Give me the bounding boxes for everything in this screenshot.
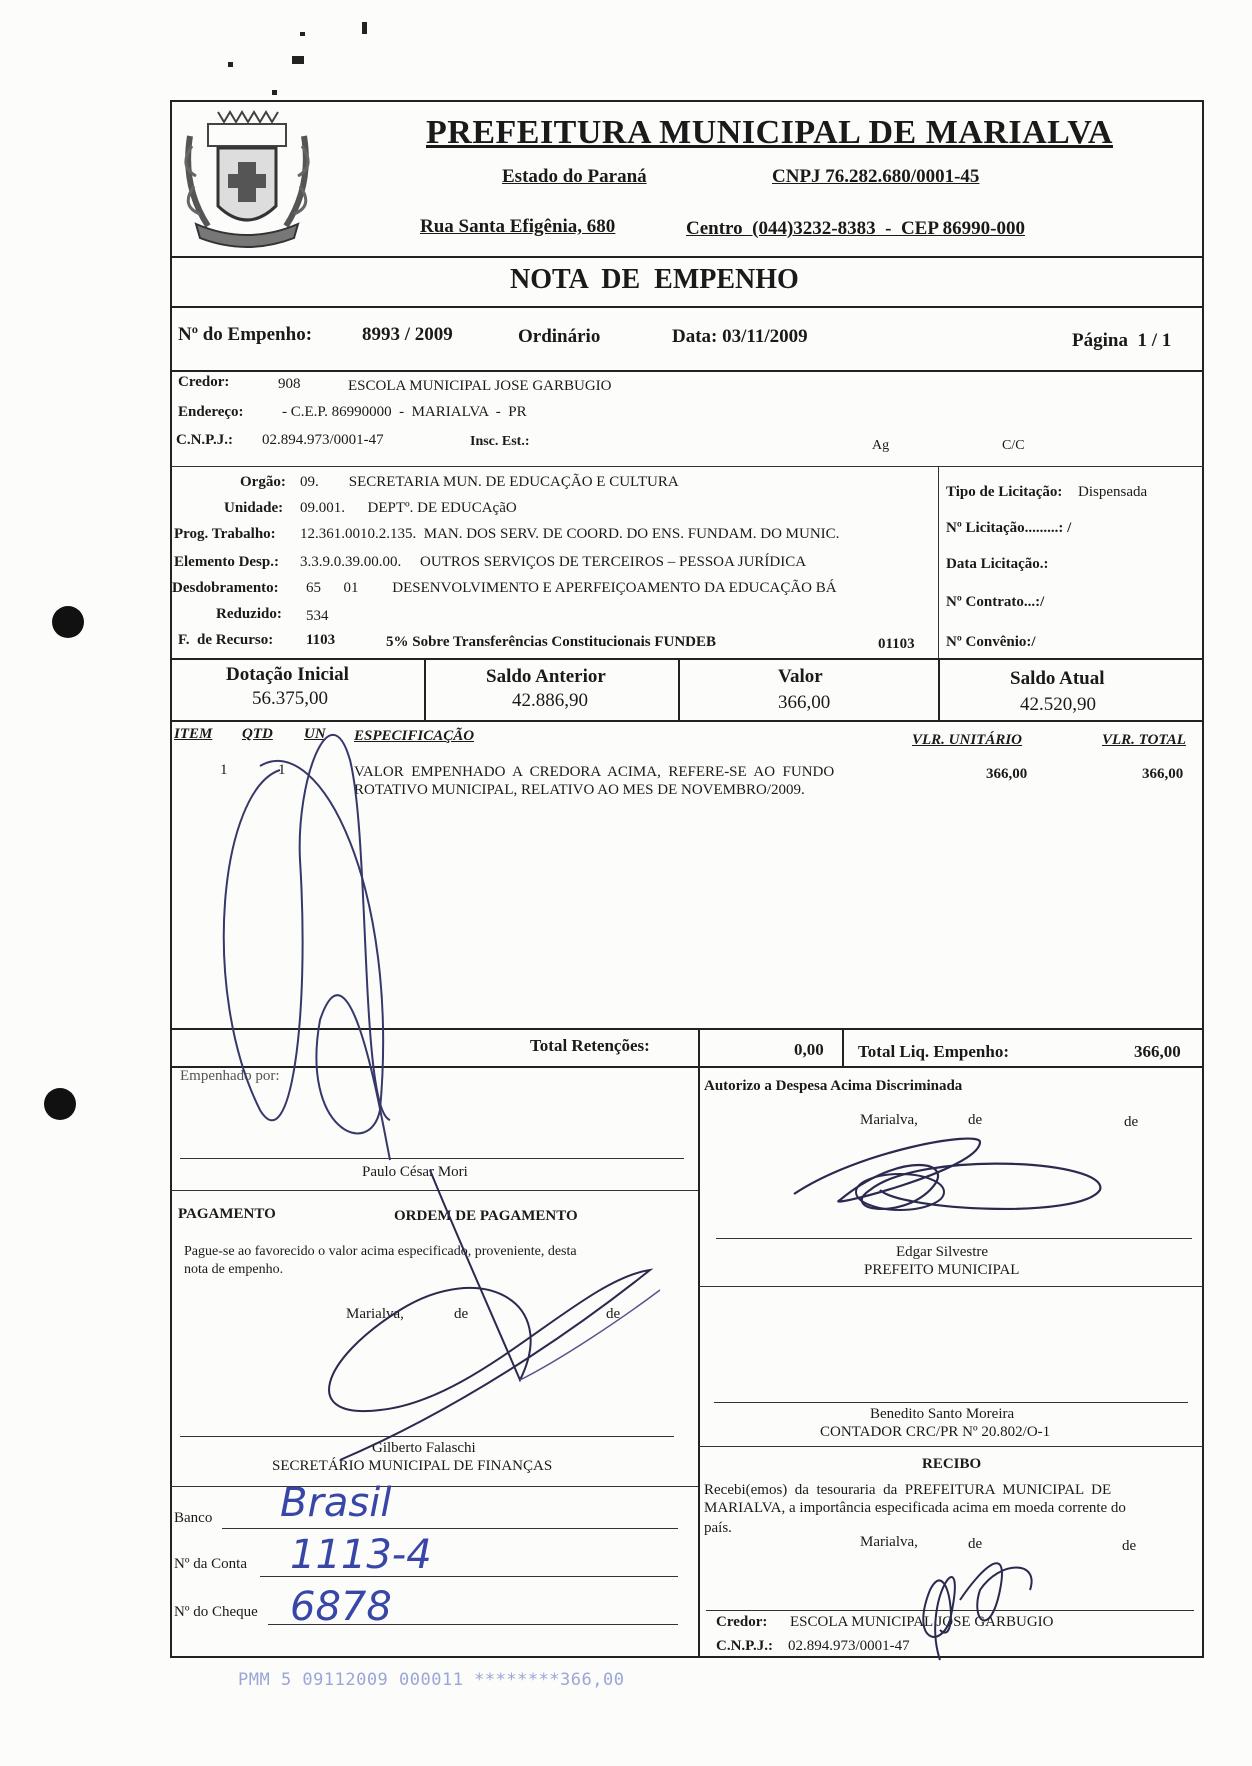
item-qtd: 1 (278, 762, 286, 778)
reduzido-value: 534 (306, 608, 329, 624)
empenho-number: 8993 / 2009 (362, 324, 453, 345)
recibo-text1: Recebi(emos) da tesouraria da PREFEITURA MUNICIPAL DE (704, 1482, 1112, 1498)
item-unit-value: 366,00 (986, 766, 1028, 782)
cheque-label: Nº do Cheque (174, 1604, 258, 1620)
scan-speck (292, 56, 304, 64)
col-un: UN (304, 726, 326, 742)
orgao-value: 09. SECRETARIA MUN. DE EDUCAÇÃO E CULTURA (300, 474, 679, 490)
liq-label: Total Liq. Empenho: (858, 1042, 1009, 1061)
prog-value: 12.361.0010.2.135. MAN. DOS SERV. DE COORD. DO ENS. FUNDAM. DO MUNIC. (300, 526, 840, 542)
header-title: PREFEITURA MUNICIPAL DE MARIALVA (426, 114, 1113, 151)
recibo-cnpj-label: C.N.P.J.: (716, 1638, 773, 1654)
recibo-credor-label: Credor: (716, 1614, 768, 1630)
liq-value: 366,00 (1134, 1042, 1181, 1061)
tipo-licitacao-label: Tipo de Licitação: (946, 484, 1063, 500)
prefeito-name: Edgar Silvestre (896, 1244, 989, 1260)
recibo-cnpj: 02.894.973/0001-47 (788, 1638, 910, 1654)
retencoes-label: Total Retenções: (530, 1036, 650, 1055)
empenhado-label: Empenhado por: (180, 1068, 280, 1084)
insc-label: Insc. Est.: (470, 434, 530, 449)
credor-label: Credor: (178, 374, 230, 390)
page-indicator: Página 1 / 1 (1072, 330, 1172, 351)
item-desc-line1: VALOR EMPENHADO A CREDORA ACIMA, REFERE-SE AO FUNDO (354, 764, 835, 780)
reduzido-label: Reduzido: (216, 606, 282, 622)
contador-name: Benedito Santo Moreira (870, 1406, 1015, 1422)
item-total-value: 366,00 (1142, 766, 1184, 782)
autorizo-de1: de (968, 1112, 983, 1128)
col-unit: VLR. UNITÁRIO (912, 732, 1023, 748)
unidade-label: Unidade: (224, 500, 284, 516)
recurso-code2: 01103 (878, 636, 915, 652)
elemento-value: 3.3.9.0.39.00.00. OUTROS SERVIÇOS DE TERCEIROS – PESSOA JURÍDICA (300, 554, 807, 570)
banco-label: Banco (174, 1510, 213, 1526)
tipo-licitacao: Dispensada (1078, 484, 1148, 500)
scan-speck (300, 32, 305, 36)
recibo-place: Marialva, (860, 1534, 918, 1550)
item-desc-line2: ROTATIVO MUNICIPAL, RELATIVO AO MES DE NOVEMBRO/2009. (354, 782, 805, 798)
recurso-code: 1103 (306, 632, 336, 648)
prefeito-role: PREFEITO MUNICIPAL (864, 1262, 1020, 1278)
empenhado-name: Paulo César Mori (362, 1164, 468, 1180)
col-espec: ESPECIFICAÇÃO (354, 728, 475, 744)
pagamento-place: Marialva, (346, 1306, 404, 1322)
credor-cnpj-label: C.N.P.J.: (176, 432, 233, 448)
banco-value: Brasil (280, 1480, 392, 1526)
recibo-de2: de (1122, 1538, 1137, 1554)
saldo-atual-value: 42.520,90 (1020, 694, 1096, 715)
num-convenio: Nº Convênio:/ (946, 634, 1036, 650)
col-qtd: QTD (242, 726, 273, 742)
recibo-label: RECIBO (922, 1456, 982, 1472)
secretario-role: SECRETÁRIO MUNICIPAL DE FINANÇAS (272, 1458, 553, 1474)
prog-label: Prog. Trabalho: (174, 526, 276, 542)
cheque-value: 6878 (290, 1584, 392, 1630)
data-licitacao: Data Licitação.: (946, 556, 1049, 572)
endereco-label: Endereço: (178, 404, 244, 420)
col-item: ITEM (174, 726, 213, 742)
desdob-label: Desdobramento: (172, 580, 279, 596)
punch-hole (44, 1088, 76, 1120)
doc-title: NOTA DE EMPENHO (510, 264, 799, 295)
retencoes-value: 0,00 (794, 1040, 824, 1059)
autorizo-de2: de (1124, 1114, 1139, 1130)
empenho-type: Ordinário (518, 326, 601, 347)
saldo-anterior-label: Saldo Anterior (486, 666, 606, 687)
recibo-text3: país. (704, 1520, 732, 1536)
ag-label: Ag (872, 438, 890, 453)
scan-speck (272, 90, 277, 95)
header-state: Estado do Paraná (502, 166, 647, 187)
contador-role: CONTADOR CRC/PR Nº 20.802/O-1 (820, 1424, 1051, 1440)
orgao-label: Orgão: (240, 474, 286, 490)
saldo-anterior-value: 42.886,90 (512, 690, 588, 711)
ordem-label: ORDEM DE PAGAMENTO (394, 1208, 578, 1224)
endereco-value: - C.E.P. 86990000 - MARIALVA - PR (282, 404, 527, 420)
header-contact: Centro (044)3232-8383 - CEP 86990-000 (686, 218, 1025, 239)
pagamento-text1: Pague-se ao favorecido o valor acima especificado, proveniente, desta (184, 1244, 577, 1259)
num-licitacao: Nº Licitação.........: / (946, 520, 1072, 536)
unidade-value: 09.001. DEPTº. DE EDUCAçãO (300, 500, 517, 516)
dotacao-label: Dotação Inicial (226, 664, 349, 685)
autorizo-label: Autorizo a Despesa Acima Discriminada (704, 1078, 963, 1094)
saldo-atual-label: Saldo Atual (1010, 668, 1105, 689)
scan-speck (228, 62, 233, 67)
empenho-label: Nº do Empenho: (178, 324, 313, 345)
recibo-de1: de (968, 1536, 983, 1552)
secretario-name: Gilberto Falaschi (372, 1440, 476, 1456)
col-total: VLR. TOTAL (1102, 732, 1186, 748)
conta-value: 1113-4 (290, 1532, 432, 1578)
dotacao-value: 56.375,00 (252, 688, 328, 709)
credor-code: 908 (278, 376, 301, 392)
pagamento-de1: de (454, 1306, 469, 1322)
scan-speck (362, 22, 367, 34)
coat-of-arms (178, 106, 316, 252)
punch-hole (52, 606, 84, 638)
pagamento-de2: de (606, 1306, 621, 1322)
valor-label: Valor (778, 666, 823, 687)
desdob-value: 65 01 DESENVOLVIMENTO E APERFEIÇOAMENTO DA EDUCAÇÃO BÁ (306, 580, 837, 596)
header-cnpj: CNPJ 76.282.680/0001-45 (772, 166, 980, 187)
cc-label: C/C (1002, 438, 1025, 453)
recibo-text2: MARIALVA, a importância especificada acima em moeda corrente do (704, 1500, 1126, 1516)
header-address: Rua Santa Efigênia, 680 (420, 216, 616, 237)
machine-stamp: PMM 5 09112009 000011 ********366,00 (238, 1670, 625, 1690)
conta-label: Nº da Conta (174, 1556, 247, 1572)
empenho-date: Data: 03/11/2009 (672, 326, 808, 347)
recurso-desc: 5% Sobre Transferências Constitucionais FUNDEB (386, 634, 717, 650)
recurso-label: F. de Recurso: (178, 632, 274, 648)
autorizo-place: Marialva, (860, 1112, 918, 1128)
valor-value: 366,00 (778, 692, 831, 713)
item-number: 1 (220, 762, 228, 778)
pagamento-text2: nota de empenho. (184, 1262, 284, 1277)
credor-cnpj: 02.894.973/0001-47 (262, 432, 384, 448)
recibo-credor: ESCOLA MUNICIPAL JOSE GARBUGIO (790, 1614, 1054, 1630)
credor-name: ESCOLA MUNICIPAL JOSE GARBUGIO (348, 378, 612, 394)
pagamento-label: PAGAMENTO (178, 1206, 276, 1222)
elemento-label: Elemento Desp.: (174, 554, 279, 570)
num-contrato: Nº Contrato...:/ (946, 594, 1045, 610)
